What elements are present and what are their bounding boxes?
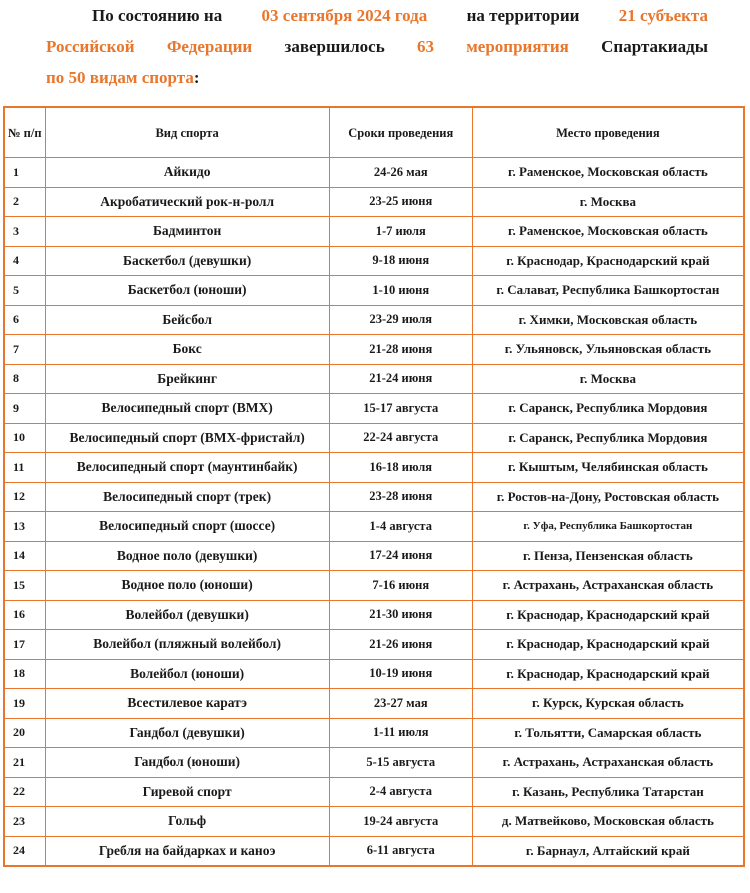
row-place: г. Салават, Республика Башкортостан: [473, 276, 743, 306]
table-row: [5, 424, 743, 454]
row-sport: Бейсбол: [46, 306, 330, 336]
row-place: г. Краснодар, Краснодарский край: [473, 660, 743, 690]
intro-line-1: [46, 0, 708, 31]
row-dates: 2-4 августа: [330, 778, 473, 808]
report-date: 03 сентября 2024 года: [261, 6, 428, 25]
table-row: [5, 276, 743, 306]
table-row: [5, 306, 743, 336]
row-dates: 23-27 мая: [330, 689, 473, 719]
row-place: г. Астрахань, Астраханская область: [473, 571, 743, 601]
intro-highlight: мероприятия: [466, 37, 569, 56]
row-number: 19: [5, 689, 46, 719]
row-place: г. Москва: [473, 365, 743, 395]
row-number: 20: [5, 719, 46, 749]
row-dates: 9-18 июня: [330, 247, 473, 277]
row-place: г. Ульяновск, Ульяновская область: [473, 335, 743, 365]
row-sport: Гандбол (юноши): [46, 748, 330, 778]
row-number: 5: [5, 276, 46, 306]
row-place: г. Тольятти, Самарская область: [473, 719, 743, 749]
row-dates: 21-26 июня: [330, 630, 473, 660]
row-sport: Велосипедный спорт (шоссе): [46, 512, 330, 542]
row-number: 23: [5, 807, 46, 837]
row-place: г. Барнаул, Алтайский край: [525, 842, 690, 858]
row-dates: 1-4 августа: [330, 512, 473, 542]
table-header-row: [5, 108, 743, 158]
row-place: г. Краснодар, Краснодарский край: [473, 601, 743, 631]
row-number: 18: [5, 660, 46, 690]
row-dates: 23-29 июля: [330, 306, 473, 336]
intro-highlight: Федерации: [166, 37, 253, 56]
row-number: 16: [5, 601, 46, 631]
row-sport: Волейбол (юноши): [46, 660, 330, 690]
row-sport: Водное поло (юноши): [46, 571, 330, 601]
row-dates: 6-11 августа: [330, 837, 473, 866]
row-place: г. Краснодар, Краснодарский край: [473, 247, 743, 277]
row-place: г. Раменское, Московская область: [473, 158, 743, 188]
intro-text: По состоянию на: [92, 6, 223, 25]
header-dates: Сроки проведения: [330, 108, 473, 158]
row-place: д. Матвейково, Московская область: [473, 807, 743, 837]
intro-text: :: [193, 68, 200, 87]
row-number: 9: [5, 394, 46, 424]
row-dates: 1-11 июля: [330, 719, 473, 749]
table-row: [5, 660, 743, 690]
row-number: 12: [5, 483, 46, 513]
table-row: [5, 512, 743, 542]
row-number: 22: [5, 778, 46, 808]
table-row: [5, 542, 743, 572]
row-place: г. Москва: [473, 188, 743, 218]
row-sport: Баскетбол (девушки): [46, 247, 330, 277]
row-place: г. Уфа, Республика Башкортостан: [473, 512, 743, 542]
intro-paragraph: [46, 0, 708, 93]
sports-table: [3, 106, 745, 867]
row-place: г. Казань, Республика Татарстан: [473, 778, 743, 808]
row-dates: 10-19 июня: [330, 660, 473, 690]
row-sport: Велосипедный спорт (ВМХ): [46, 394, 330, 424]
row-dates: 22-24 августа: [330, 424, 473, 454]
row-number: 15: [5, 571, 46, 601]
row-number: 11: [5, 453, 46, 483]
row-dates: 23-28 июня: [330, 483, 473, 513]
row-sport: Велосипедный спорт (маунтинбайк): [46, 453, 330, 483]
table-row: [5, 247, 743, 277]
table-row: [5, 335, 743, 365]
table-row: [5, 719, 743, 749]
row-number: 10: [5, 424, 46, 454]
row-number: 14: [5, 542, 46, 572]
event-count: 63: [416, 37, 434, 56]
table-row: [5, 778, 743, 808]
intro-text: на территории: [466, 6, 580, 25]
table-row: [5, 158, 743, 188]
table-row: [5, 188, 743, 218]
row-sport: Гребля на байдарках и каноэ: [46, 837, 330, 866]
row-number: 7: [5, 335, 46, 365]
table-row: [5, 807, 743, 837]
row-number: 6: [5, 306, 46, 336]
row-number: 2: [5, 188, 46, 218]
row-dates: 21-30 июня: [330, 601, 473, 631]
row-sport: Акробатический рок-н-ролл: [46, 188, 330, 218]
row-sport: Брейкинг: [46, 365, 330, 395]
row-sport: Волейбол (пляжный волейбол): [46, 630, 330, 660]
intro-text: завершилось: [284, 37, 385, 56]
row-sport: Волейбол (девушки): [46, 601, 330, 631]
row-sport: Айкидо: [46, 158, 330, 188]
row-number: 1: [5, 158, 46, 188]
row-place: г. Кыштым, Челябинская область: [473, 453, 743, 483]
row-dates: 15-17 августа: [330, 394, 473, 424]
row-dates: 7-16 июня: [330, 571, 473, 601]
header-num: № п/п: [5, 108, 46, 158]
subject-count: 21 субъекта: [618, 6, 708, 25]
row-place: г. Астрахань, Астраханская область: [473, 748, 743, 778]
table-row: [5, 689, 743, 719]
table-row: [5, 453, 743, 483]
row-number: 21: [5, 748, 46, 778]
table-row: [5, 483, 743, 513]
row-number: 4: [5, 247, 46, 277]
row-dates: 16-18 июля: [330, 453, 473, 483]
row-dates: 23-25 июня: [330, 188, 473, 218]
row-place: г. Саранск, Республика Мордовия: [473, 394, 743, 424]
row-place: г. Курск, Курская область: [473, 689, 743, 719]
intro-line-2: [46, 31, 708, 62]
row-sport: Велосипедный спорт (трек): [46, 483, 330, 513]
table-row: [5, 217, 743, 247]
row-place: г. Пенза, Пензенская область: [473, 542, 743, 572]
row-dates: 24-26 мая: [330, 158, 473, 188]
row-sport: Бокс: [46, 335, 330, 365]
row-place: г. Краснодар, Краснодарский край: [473, 630, 743, 660]
table-row: [5, 394, 743, 424]
row-number: 8: [5, 365, 46, 395]
row-dates: 17-24 июня: [330, 542, 473, 572]
row-sport: Всестилевое каратэ: [46, 689, 330, 719]
row-place: г. Раменское, Московская область: [473, 217, 743, 247]
row-number: 3: [5, 217, 46, 247]
row-place: г. Химки, Московская область: [473, 306, 743, 336]
table-row: [5, 630, 743, 660]
row-dates: 5-15 августа: [330, 748, 473, 778]
intro-text: Спартакиады: [601, 37, 708, 56]
row-dates: 1-10 июня: [330, 276, 473, 306]
table-row: [5, 601, 743, 631]
table-row: [5, 365, 743, 395]
row-number: 17: [5, 630, 46, 660]
table-row: [5, 748, 743, 778]
row-number: 13: [5, 512, 46, 542]
intro-line-3: [46, 62, 708, 93]
row-sport: Гандбол (девушки): [46, 719, 330, 749]
row-dates: 1-7 июля: [330, 217, 473, 247]
row-sport: Водное поло (девушки): [46, 542, 330, 572]
table-row: [5, 571, 743, 601]
row-sport: Бадминтон: [46, 217, 330, 247]
row-place: г. Саранск, Республика Мордовия: [473, 424, 743, 454]
row-dates: 21-28 июня: [330, 335, 473, 365]
sport-count: по 50 видам спорта: [46, 68, 194, 87]
row-sport: Велосипедный спорт (ВМХ-фристайл): [46, 424, 330, 454]
row-place: г. Ростов-на-Дону, Ростовская область: [473, 483, 743, 513]
row-sport: Гольф: [46, 807, 330, 837]
table-row: [5, 837, 743, 866]
row-dates: 21-24 июня: [330, 365, 473, 395]
header-place: Место проведения: [473, 108, 743, 158]
row-sport: Баскетбол (юноши): [46, 276, 330, 306]
row-sport: Гиревой спорт: [46, 778, 330, 808]
row-dates: 19-24 августа: [330, 807, 473, 837]
intro-highlight: Российской: [46, 37, 135, 56]
header-sport: Вид спорта: [46, 108, 330, 158]
row-number: 24: [5, 837, 46, 866]
